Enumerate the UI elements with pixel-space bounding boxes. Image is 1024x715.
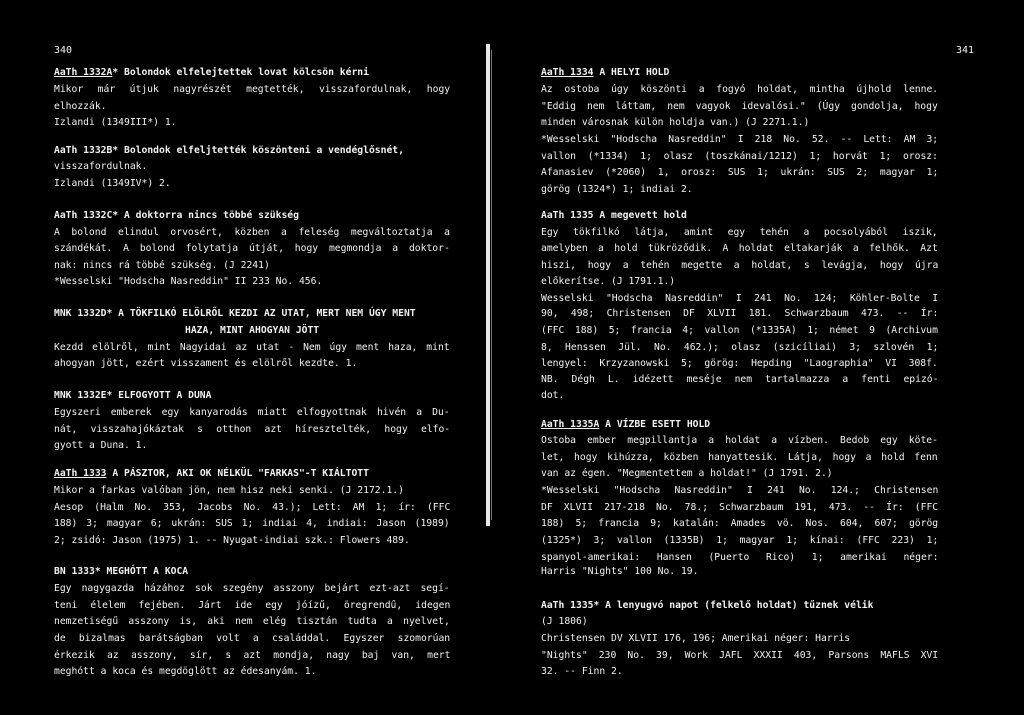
right-text-line: 90, 498; Christensen DF XLVII 181. Schwarzbaum 473. -- Ír: <box>541 308 939 319</box>
right-text-line: dot. <box>541 390 565 401</box>
left-text-line: HAZA, MINT AHOGYAN JÖTT <box>185 325 320 336</box>
left-page-number: 340 <box>54 45 73 56</box>
left-text-line: AaTh 1332C* A doktorra nincs többé szükség <box>54 210 299 221</box>
right-text-line: előkerítse. (J 1791.1.) <box>541 276 676 287</box>
right-entry-title: A VÍZBE ESETT HOLD <box>599 419 711 430</box>
right-text-line: *Wesselski "Hodscha Nasreddin" I 218 No. 52. -- Lett: AM 3; <box>541 134 939 145</box>
right-text-line: "Nights" 230 No. 39, Work JAFL XXXII 403, Parsons MAFLS XVI <box>541 650 939 661</box>
left-text-line <box>54 467 369 481</box>
left-text-line: meghótt a koca és megdöglött az édesanyám. 1. <box>54 666 317 677</box>
left-text-line: szándékát. A bolond folytatja útját, hogy megmondja a doktor- <box>54 243 450 254</box>
left-text-line: Egy nagygazda házához sok szegény asszony bejárt ezt-azt segí- <box>54 583 450 594</box>
right-entry-title: A HELYI HOLD <box>593 67 670 78</box>
left-text-line: visszafordulnak. <box>54 161 148 172</box>
right-text-line: hiszi, hogy a tehén megette a holdat, s levágja, hogy újra <box>541 260 939 271</box>
left-text-line: Izlandi (1349IV*) 2. <box>54 178 171 189</box>
left-text-line: Kezdd elölről, mint Nagyidai az utat - Nem úgy ment haza, mint <box>54 342 450 353</box>
right-text-line: "Eddig nem láttam, nem vagyok idevalósi." (Úgy gondolja, hogy <box>541 101 938 112</box>
left-text-line: 188) 3; magyar 6; ukrán: SUS 1; indiai 4, indiai: Jason (1989) <box>54 518 450 529</box>
left-entry-title: * Bolondok elfelejtettek lovat kölcsön kérni <box>112 67 369 78</box>
right-text-line: Christensen DV XLVII 176, 196; Amerikai néger: Harris <box>541 633 851 644</box>
right-text-line: Ostoba ember megpillantja a holdat a vízben. Bedob egy köte- <box>541 435 938 446</box>
left-text-line: nemzetiségű asszony is, aki nem elég tisztán tudta a nyelvet, <box>54 616 450 627</box>
right-text-line: Harris "Nights" 100 No. 19. <box>541 566 699 577</box>
right-text-line: DF XLVII 217-218 No. 78.; Schwarzbaum 191, 473. -- Ír: (FFC <box>541 502 939 513</box>
right-text-line: Afanasiev (*2060) 1, orosz: SUS 1; ukrán: SUS 2; magyar 1; <box>541 167 939 178</box>
right-text-line: AaTh 1335* A lenyugvó napot (felkelő holdat) tűznek vélik <box>541 600 874 611</box>
left-text-line: de bizalmas barátságban volt a családdal. Egyszer szomorúan <box>54 633 451 644</box>
right-text-line: van az égen. "Megmentettem a holdat!" (J 1791. 2.) <box>541 468 833 479</box>
left-text-line: nát, visszahajókáztak s otthon azt híresztelték, hogy elfo- <box>54 424 451 435</box>
left-text-line: MNK 1332D* A TÖKFILKÓ ELÖLRŐL KEZDI AZ UTAT, MERT NEM ÚGY MENT <box>54 308 416 319</box>
left-text-line: Mikor már útjuk nagyrészét megtették, visszafordulnak, hogy <box>54 84 451 95</box>
left-text-line: BN 1333* MEGHÓTT A KOCA <box>54 566 189 577</box>
right-entry-code: AaTh 1334 <box>541 67 594 78</box>
right-text-line: AaTh 1335 A megevett hold <box>541 210 687 221</box>
left-entry-code: AaTh 1332A <box>54 67 113 78</box>
left-text-line: AaTh 1332B* Bolondok elfeljtették köszönteni a vendéglősnét, <box>54 145 404 156</box>
left-entry-code: AaTh 1333 <box>54 468 107 479</box>
right-text-line: vallon (*1334) 1; olasz (toszkánai/1212) 1; horvát 1; orosz: <box>541 151 938 162</box>
left-text-line: A bolond elindul orvosért, közben a feleség megváltoztatja a <box>54 227 450 238</box>
right-text-line: (FFC 188) 5; francia 4; vallon (*1335A) 1; német 9 (Archivum <box>541 325 938 336</box>
left-entry-title: A PÁSZTOR, AKI OK NÉLKÜL "FARKAS"-T KIÁLTOTT <box>106 468 369 479</box>
right-page-number: 341 <box>956 45 975 56</box>
right-text-line <box>541 66 669 80</box>
left-text-line <box>54 66 369 80</box>
right-text-line: Wesselski "Hodscha Nasreddin" I 241 No. 124; Köhler-Bolte I <box>541 293 939 304</box>
right-text-line: 188) 5; francia 9; katalán: Amades vö. Nos. 604, 607; görög <box>541 518 939 529</box>
right-text-line: (J 1806) <box>541 616 588 627</box>
right-text-line: minden városnak külön holdja van.) (J 2271.1.) <box>541 117 810 128</box>
left-text-line: Egyszeri emberek egy kanyarodás miatt elfogyottnak hivén a Du- <box>54 407 450 418</box>
left-text-line: Aesop (Halm No. 353, Jacobs No. 43.); Lett: AM 1; ír: (FFC <box>54 502 451 513</box>
right-entry-code: AaTh 1335A <box>541 419 600 430</box>
right-text-line: lengyel: Krzyzanowski 5; görög: Hepding "Laographia" VI 308f. <box>541 358 938 369</box>
right-text-line: görög (1324*) 1; indiai 2. <box>541 184 693 195</box>
page-gutter <box>486 44 490 526</box>
left-text-line: teni élelem fejében. Járt ide egy jóízű, öregrendű, idegen <box>54 600 451 611</box>
right-text-line: 8, Henssen Jül. No. 462.); olasz (szicíliai) 3; szlovén 1; <box>541 342 939 353</box>
right-text-line: (1325*) 3; vallon (1335B) 1; magyar 1; kínai: (FFC 223) 1; <box>541 535 939 546</box>
page-gutter-shadow <box>491 50 492 520</box>
right-text-line: let, hogy kihúzza, közben hanyattesik. Látja, hogy a hold fenn <box>541 452 938 463</box>
left-text-line: elhozzák. <box>54 101 107 112</box>
left-text-line: érkezik az asszony, sír, s azt mondja, nagy baj van, mert <box>54 650 451 661</box>
right-text-line: Egy tökfilkó látja, amint egy tehén a pocsolyából iszik, <box>541 227 938 238</box>
right-text-line: amelyben a hold tükröződik. A holdat eltakarják a felhők. Azt <box>541 243 938 254</box>
left-text-line: MNK 1332E* ELFOGYOTT A DUNA <box>54 390 212 401</box>
left-text-line: nak: nincs rá többé szükség. (J 2241) <box>54 260 270 271</box>
left-text-line: *Wesselski "Hodscha Nasreddin" II 233 No. 456. <box>54 276 323 287</box>
right-text-line: 32. -- Finn 2. <box>541 666 623 677</box>
right-text-line <box>541 418 710 432</box>
left-text-line: Izlandi (1349III*) 1. <box>54 117 177 128</box>
left-text-line: gyott a Duna. 1. <box>54 440 148 451</box>
left-text-line: ahogyan jött, ezért visszament és elölről kezdte. 1. <box>54 358 358 369</box>
right-text-line: *Wesselski "Hodscha Nasreddin" I 241 No. 124.; Christensen <box>541 485 939 496</box>
left-text-line: 2; zsidó: Jason (1975) 1. -- Nyugat-indiai szk.: Flowers 489. <box>54 535 410 546</box>
right-text-line: Az ostoba úgy köszönti a fogyó holdat, mintha újhold lenne. <box>541 84 939 95</box>
left-text-line: Mikor a farkas valóban jön, nem hisz neki senki. (J 2172.1.) <box>54 485 404 496</box>
right-text-line: spanyol-amerikai: Hansen (Puerto Rico) 1; amerikai néger: <box>541 552 939 563</box>
right-text-line: NB. Dégh L. idézett meséje nem tartalmazza a fenti epizó- <box>541 374 939 385</box>
